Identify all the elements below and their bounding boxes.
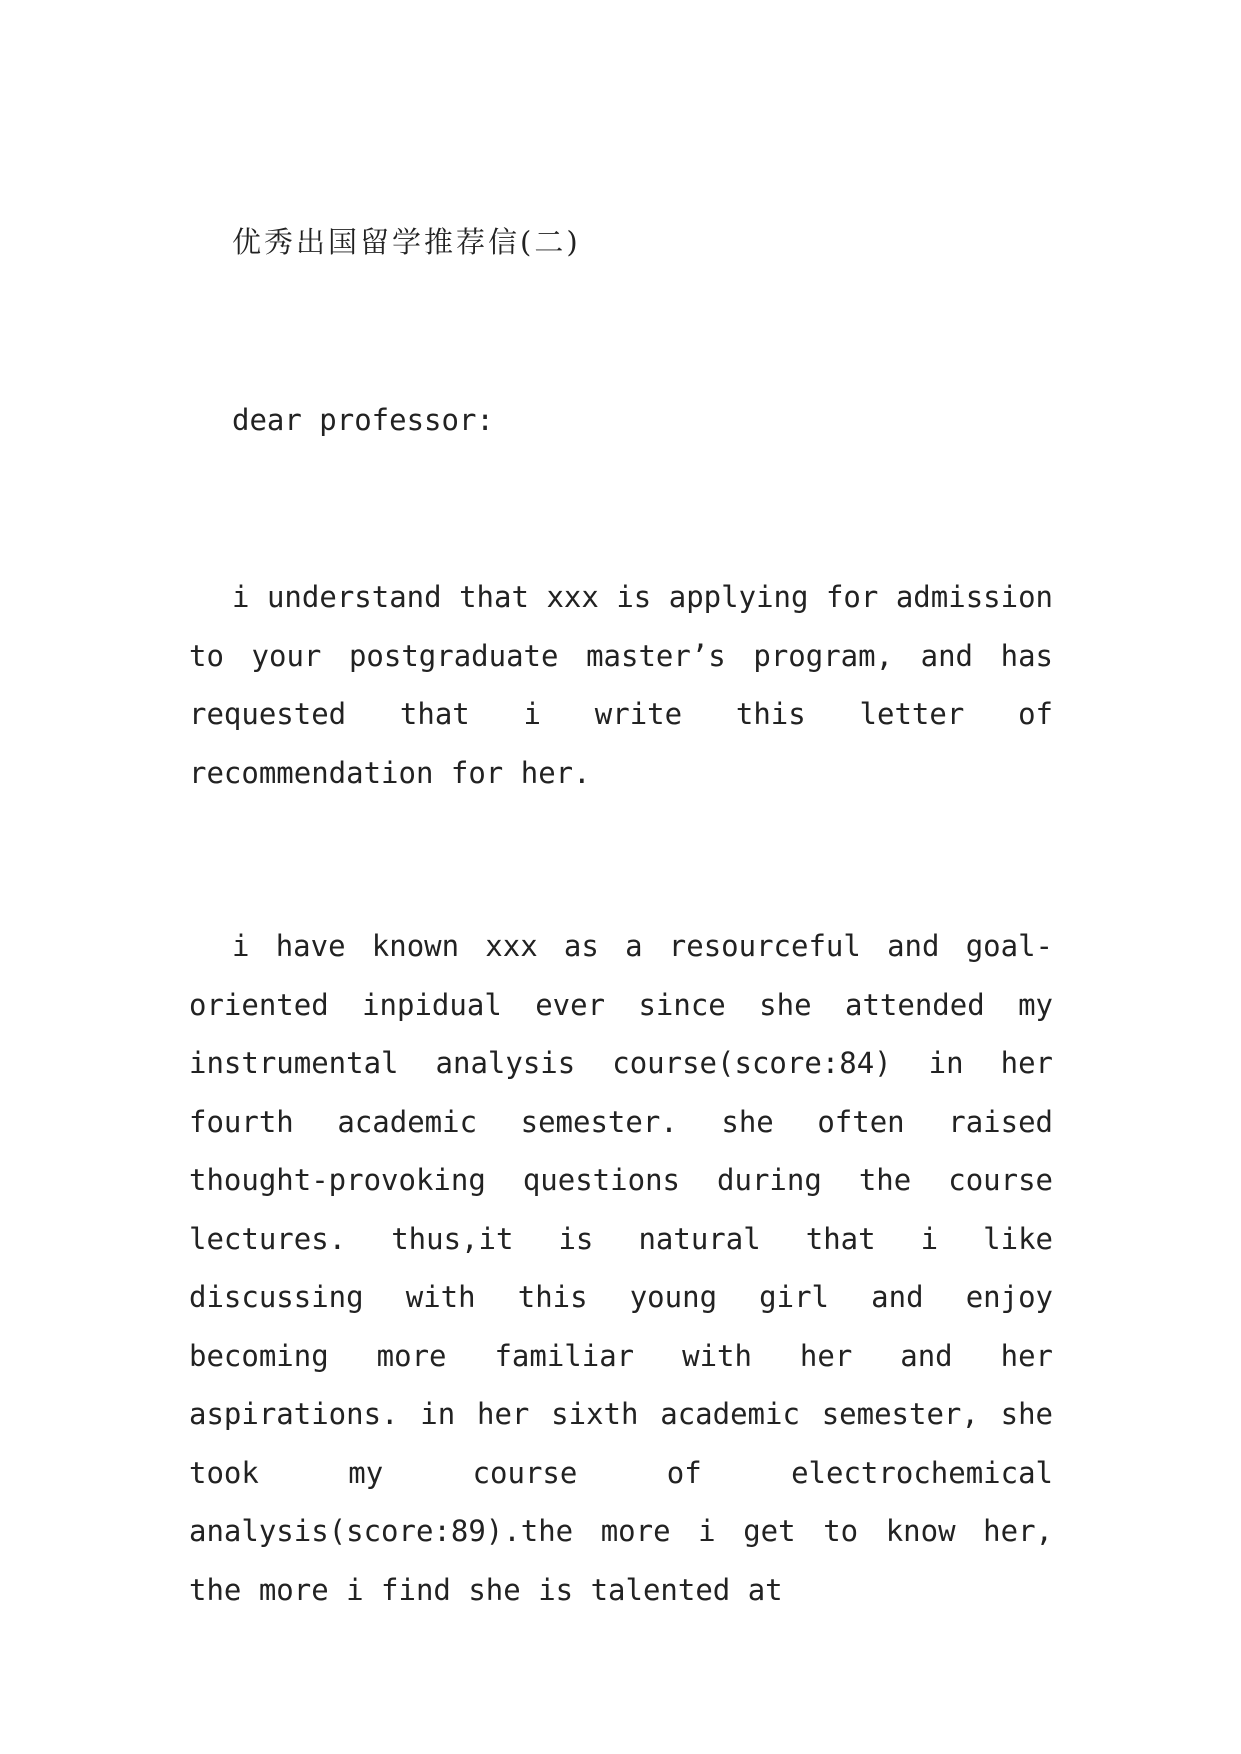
- paragraph-2: i have known xxx as a resourceful and goal-oriented inpidual ever since she attended my instrumental analysis course(score:84) in her fourth academic semester. she often raised thought-provoking questions during the course lectures. thus,it is natural that i like discussing with this young girl and enjoy becoming more familiar with her and her aspirations. in her sixth academic semester, she took my course of electrochemical analysis(score:89).the more i get to know her, the more i find she is talented at: [189, 929, 1053, 1607]
- salutation: dear professor:: [232, 403, 494, 437]
- document-title: 优秀出国留学推荐信(二): [232, 225, 581, 259]
- paragraph-1: i understand that xxx is applying for admission to your postgraduate master’s program, and has requested that i write this letter of recommendation for her.: [189, 580, 1053, 790]
